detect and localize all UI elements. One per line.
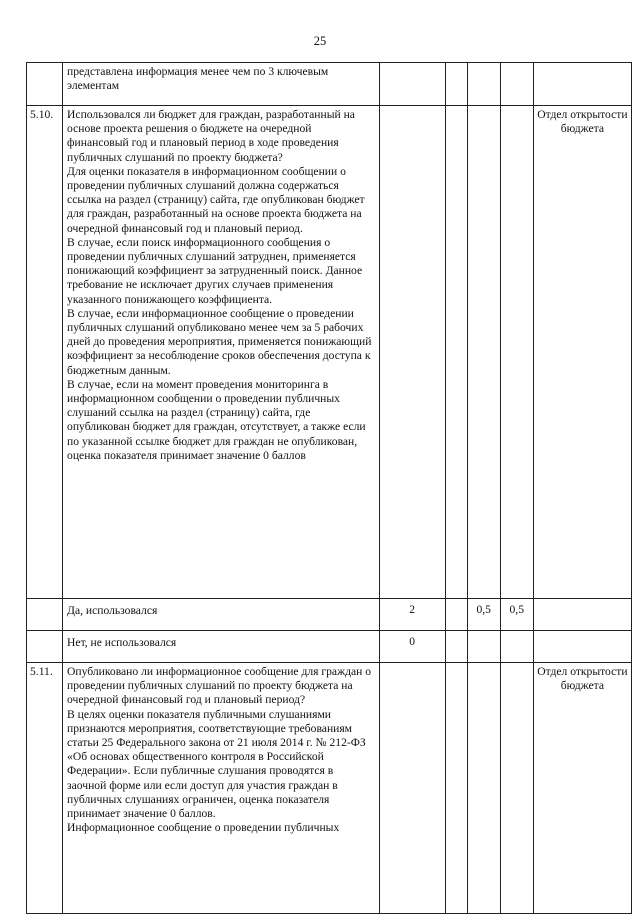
- score-cell: 2: [379, 599, 445, 631]
- indicators-table: [26, 62, 632, 914]
- item-number: 5.11.: [27, 663, 63, 914]
- coefficient-cell: [500, 106, 533, 599]
- paragraph: В целях оценки показателя публичными слушаниями признаются мероприятия, соответствующие требованиям статьи 25 Федерального закона от 21 июля 2014 г. № 212-ФЗ «Об основах общественного контроля в Российской Федерации». Если публичные слушания проводятся в заочной форме или если доступ для участия граждан в публичных слушаниях ограничен, оценка показателя принимает значение 0 баллов.: [67, 707, 366, 821]
- coefficient-cell: [467, 663, 500, 914]
- item-text: [63, 599, 380, 631]
- coefficient-cell: [500, 663, 533, 914]
- coefficient-cell: [467, 63, 500, 106]
- responsible-cell: Отдел открытости бюджета: [533, 106, 631, 599]
- responsible-cell: [533, 63, 631, 106]
- responsible-cell: [533, 631, 631, 663]
- question-text: Опубликовано ли информационное сообщение для граждан о проведении публичных слушаний по проекту бюджета на очередной финансовый год и плановый период?: [67, 665, 372, 707]
- coefficient-cell: [500, 63, 533, 106]
- coefficient-cell: [467, 106, 500, 599]
- score-cell: 0: [379, 631, 445, 663]
- table-row: [27, 106, 632, 599]
- empty-cell: [445, 599, 467, 631]
- empty-cell: [445, 631, 467, 663]
- item-number: [27, 63, 63, 106]
- item-number: 5.10.: [27, 106, 63, 599]
- answer-option: Да, использовался: [67, 604, 158, 617]
- paragraph: В случае, если информационное сообщение о проведении публичных слушаний опубликовано менее чем за 5 рабочих дней до проведения мероприятия, применяется понижающий коэффициент за несоблюдение сроков обеспечения доступа к бюджетным данным.: [67, 306, 372, 377]
- paragraph: представлена информация менее чем по 3 ключевым элементам: [67, 65, 329, 93]
- paragraph: Информационное сообщение о проведении публичных: [67, 821, 340, 835]
- table-row: [27, 663, 632, 914]
- table-row: [27, 599, 632, 631]
- answer-option: Нет, не использовался: [67, 636, 177, 649]
- item-text: [63, 631, 380, 663]
- table-row: [27, 63, 632, 106]
- paragraph: Для оценки показателя в информационном сообщении о проведении публичных слушаний должна содержаться ссылка на раздел (страницу) сайта, где опубликован бюджет для граждан, разработанный на основе проекта бюджета на очередной финансовый год и плановый период.: [67, 164, 365, 235]
- item-text: [63, 663, 380, 914]
- coefficient-cell: [467, 631, 500, 663]
- item-text: [63, 106, 380, 599]
- coefficient-cell: 0,5: [467, 599, 500, 631]
- responsible-cell: Отдел открытости бюджета: [533, 663, 631, 914]
- item-text: [63, 63, 380, 106]
- score-cell: [379, 663, 445, 914]
- table-row: [27, 631, 632, 663]
- empty-cell: [445, 106, 467, 599]
- coefficient-cell: 0,5: [500, 599, 533, 631]
- item-number: [27, 631, 63, 663]
- paragraph: В случае, если на момент проведения мониторинга в информационном сообщении о проведении публичных слушаний ссылка на раздел (страницу) сайта, где опубликован бюджет для граждан, отсутствует, а также если по указанной ссылке бюджет для граждан не опубликован, оценка показателя принимает значение 0 баллов: [67, 377, 366, 462]
- score-cell: [379, 106, 445, 599]
- page-number: 25: [313, 34, 327, 48]
- coefficient-cell: [500, 631, 533, 663]
- empty-cell: [445, 663, 467, 914]
- item-number: [27, 599, 63, 631]
- empty-cell: [445, 63, 467, 106]
- responsible-cell: [533, 599, 631, 631]
- score-cell: [379, 63, 445, 106]
- paragraph: В случае, если поиск информационного сообщения о проведении публичных слушаний затруднен, применяется понижающий коэффициент за затрудненный поиск. Данное требование не исключает других случаев применения указанного понижающего коэффициента.: [67, 235, 363, 306]
- question-text: Использовался ли бюджет для граждан, разработанный на основе проекта решения о бюджете на очередной финансовый год и плановый период в ходе проведения публичных слушаний по проекту бюджета?: [67, 108, 355, 164]
